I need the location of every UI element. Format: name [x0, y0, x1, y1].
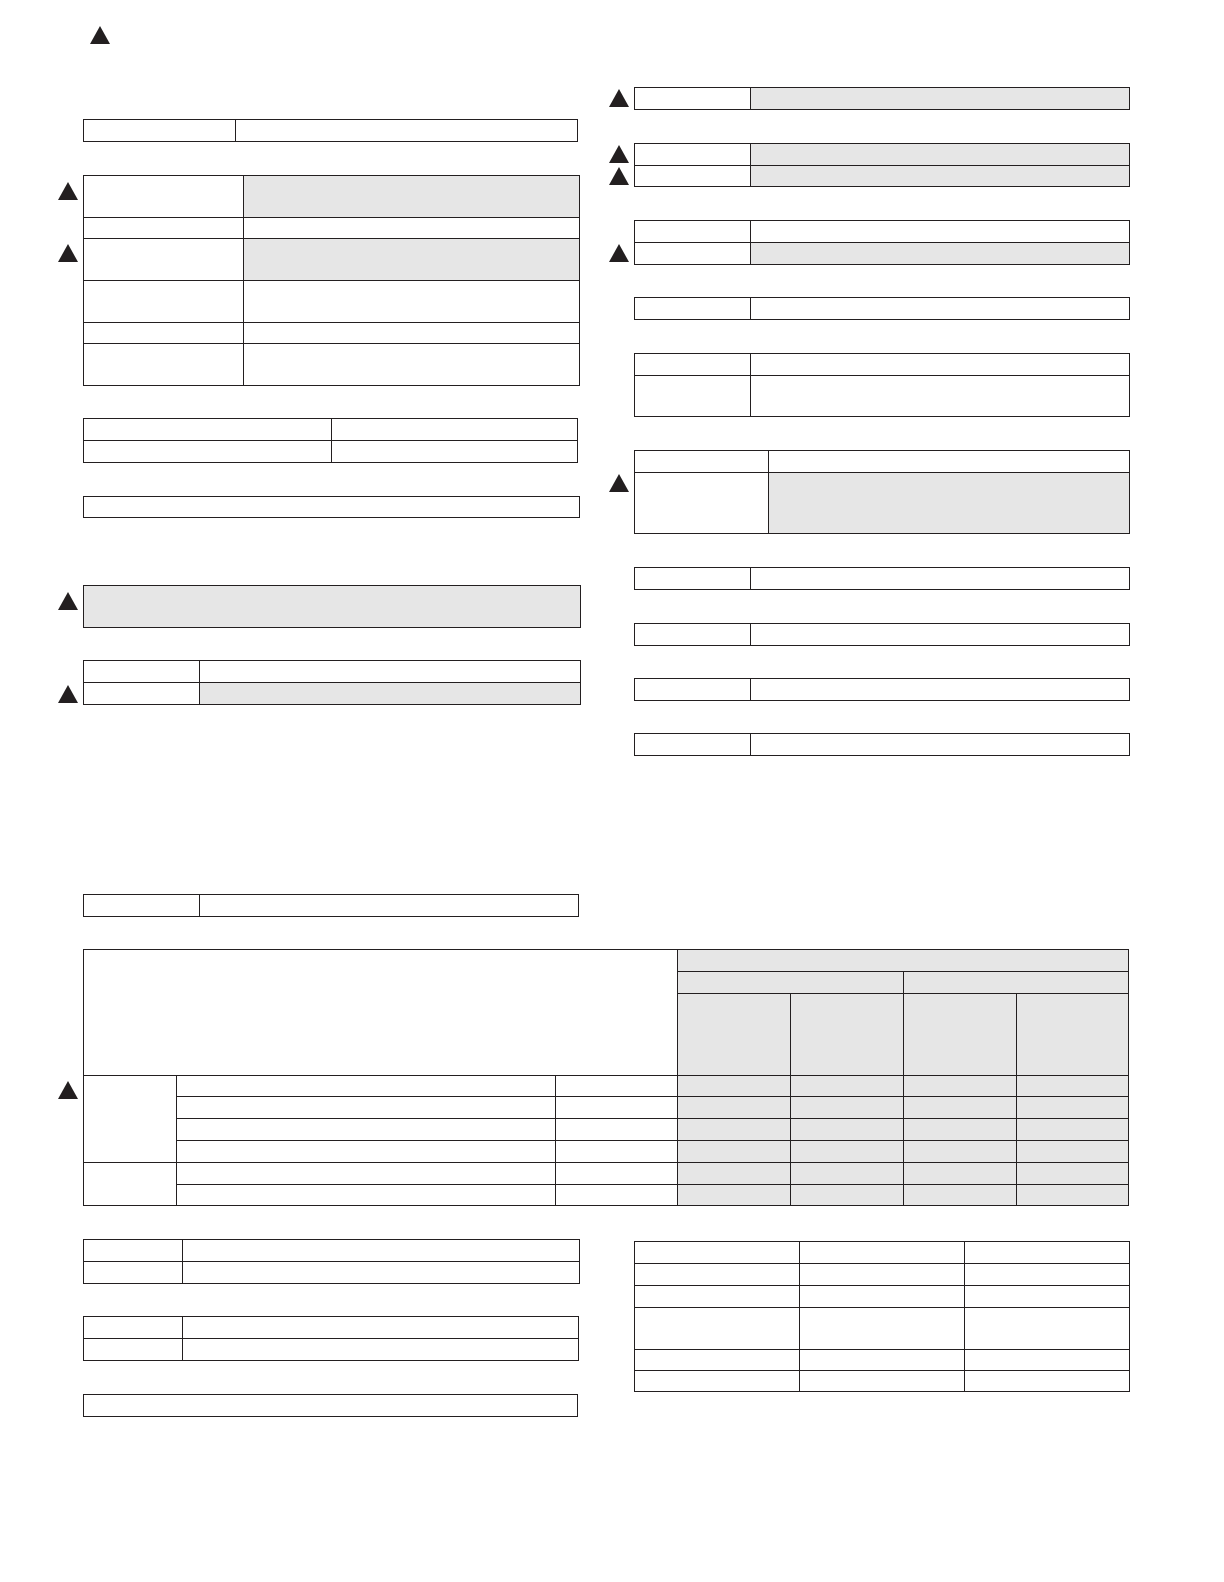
spec-table	[83, 119, 578, 142]
spec-table	[634, 623, 1130, 646]
spec-table	[634, 567, 1130, 590]
revision-triangle-icon	[609, 244, 629, 262]
spec-table	[634, 143, 1130, 187]
spec-table	[83, 1239, 580, 1284]
spec-table	[634, 678, 1130, 701]
spec-table	[83, 1394, 578, 1417]
spec-table	[83, 660, 581, 705]
spec-table	[634, 220, 1130, 265]
spec-table	[634, 87, 1130, 110]
spec-table	[634, 450, 1130, 534]
spec-table	[634, 297, 1130, 320]
revision-triangle-icon	[58, 592, 78, 610]
spec-table	[83, 175, 580, 386]
spec-table	[83, 1316, 579, 1361]
revision-triangle-icon	[58, 685, 78, 703]
spec-table	[83, 585, 581, 628]
spec-table	[83, 418, 578, 463]
spec-table	[634, 353, 1130, 417]
spec-table	[83, 894, 579, 917]
revision-triangle-icon	[58, 182, 78, 200]
spec-table	[634, 733, 1130, 756]
revision-triangle-icon	[609, 145, 629, 163]
revision-triangle-icon	[609, 89, 629, 107]
revision-triangle-icon	[58, 244, 78, 262]
revision-triangle-icon	[58, 1081, 78, 1099]
revision-triangle-icon	[90, 26, 110, 44]
revision-triangle-icon	[609, 474, 629, 492]
spec-table	[83, 496, 580, 518]
revision-triangle-icon	[609, 167, 629, 185]
comparison-table	[83, 949, 1129, 1206]
spec-table	[634, 1241, 1130, 1392]
